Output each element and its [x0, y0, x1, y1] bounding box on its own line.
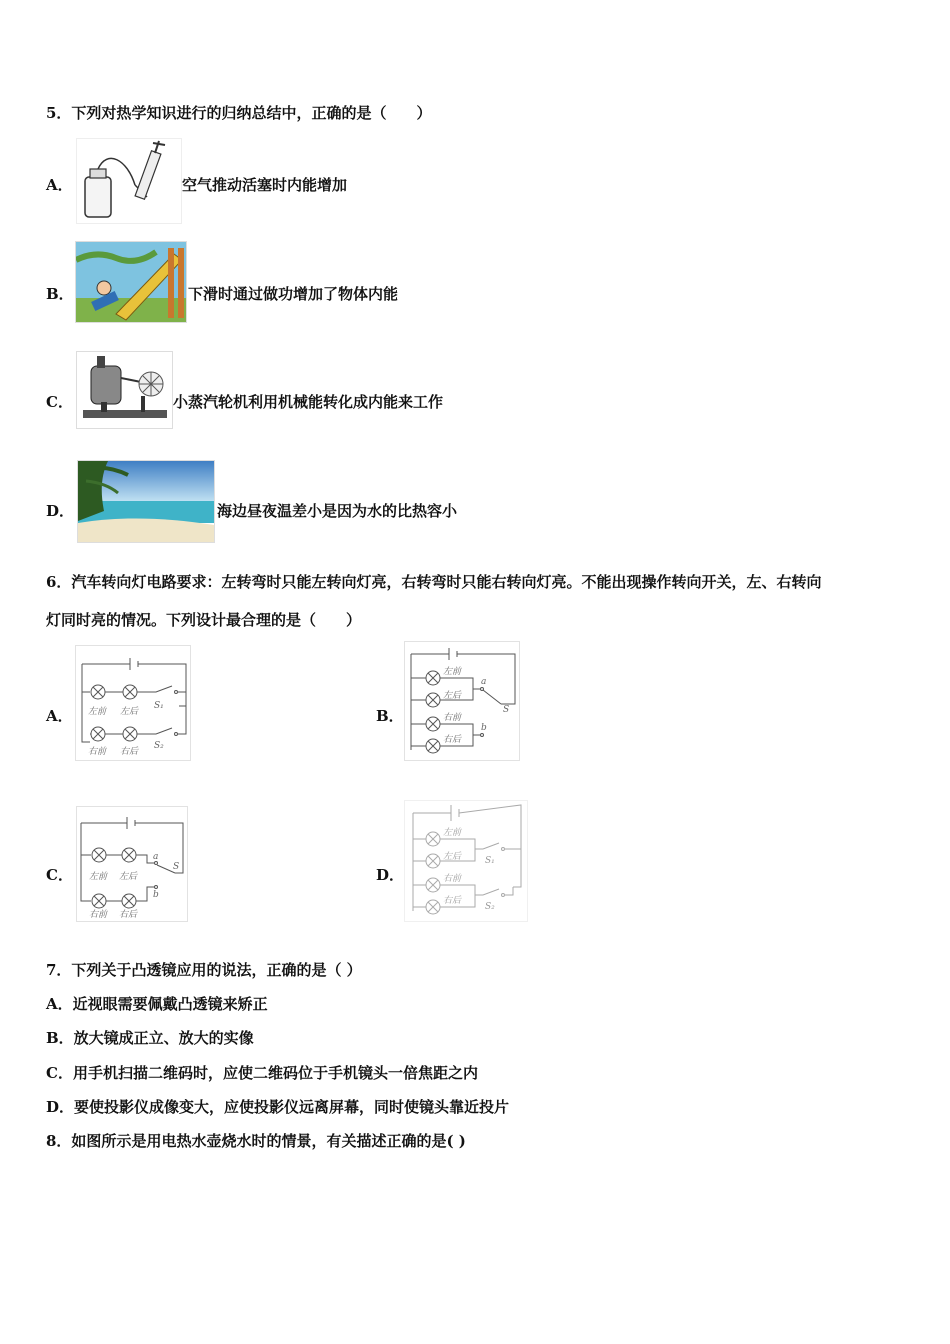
q5-option-d-letter: D． [46, 502, 75, 520]
label-zuo-hou: 左后 [120, 707, 139, 717]
label-you-hou: 右后 [120, 747, 139, 757]
q7-option-a: A．近视眼需要佩戴凸透镜来矫正 [46, 995, 268, 1013]
q7-stem: 7．下列关于凸透镜应用的说法，正确的是（ ） [46, 961, 362, 979]
q8-stem: 8．如图所示是用电热水壶烧水时的情景，有关描述正确的是( ) [46, 1132, 466, 1150]
label-zuo-qian: 左前 [88, 707, 107, 717]
q5-option-a-text: 空气推动活塞时内能增加 [182, 176, 348, 194]
q7-option-c: C．用手机扫描二维码时，应使二维码位于手机镜头一倍焦距之内 [46, 1064, 478, 1082]
q5-option-c-letter: C． [46, 393, 73, 411]
circuit-diagram-b [404, 641, 520, 761]
label-s: S [503, 705, 510, 715]
q6-option-b-letter: B． [376, 707, 404, 725]
q7-option-d: D．要使投影仪成像变大，应使投影仪远离屏幕，同时使镜头靠近投片 [46, 1098, 510, 1116]
q5-stem: 5．下列对热学知识进行的归纳总结中，正确的是（ ） [46, 104, 432, 122]
child-on-slide-illustration [75, 241, 187, 323]
q5-option-b-text: 下滑时通过做功增加了物体内能 [188, 285, 399, 303]
label-you-qian: 右前 [88, 747, 107, 757]
label-s2: S₂ [154, 741, 164, 751]
q6-stem-line1: 6．汽车转向灯电路要求：左转弯时只能左转向灯亮，右转弯时只能右转向灯亮。不能出现操作转向开关，左、右转向 [46, 573, 822, 591]
q5-option-b-letter: B． [46, 285, 74, 303]
q6-stem-line2: 灯同时亮的情况。下列设计最合理的是（ ） [46, 611, 362, 629]
label-a: a [481, 677, 487, 687]
steam-turbine-illustration [76, 351, 173, 429]
q7-option-b: B．放大镜成正立、放大的实像 [46, 1029, 254, 1047]
q5-option-c-text: 小蒸汽轮机利用机械能转化成内能来工作 [173, 393, 444, 411]
label-zuo-qian: 左前 [443, 667, 462, 677]
label-b: b [481, 723, 487, 733]
q5-option-d-text: 海边昼夜温差小是因为水的比热容小 [217, 502, 458, 520]
label-you-hou: 右后 [443, 896, 462, 906]
label-you-qian: 右前 [443, 713, 462, 723]
label-zuo-qian: 左前 [443, 828, 462, 838]
beach-photo [77, 460, 215, 543]
label-b: b [153, 890, 159, 900]
q6-option-d-letter: D． [376, 866, 405, 884]
label-s: S [173, 862, 180, 872]
label-zuo-hou: 左后 [119, 872, 138, 882]
label-you-hou: 右后 [443, 735, 462, 745]
circuit-diagram-d [404, 800, 528, 922]
air-pump-bottle-illustration [76, 138, 182, 224]
label-you-qian: 右前 [89, 910, 108, 920]
label-zuo-hou: 左后 [443, 691, 462, 701]
label-zuo-hou: 左后 [443, 852, 462, 862]
q5-option-a-letter: A． [46, 176, 73, 194]
q6-option-a-letter: A． [46, 707, 73, 725]
label-you-qian: 右前 [443, 874, 462, 884]
label-a: a [153, 852, 159, 862]
circuit-diagram-c [76, 806, 188, 922]
label-zuo-qian: 左前 [89, 872, 108, 882]
q6-option-c-letter: C． [46, 866, 73, 884]
label-s2: S₂ [485, 902, 495, 912]
label-s1: S₁ [154, 701, 164, 711]
circuit-diagram-a [75, 645, 191, 761]
label-s1: S₁ [485, 856, 495, 866]
label-you-hou: 右后 [119, 910, 138, 920]
